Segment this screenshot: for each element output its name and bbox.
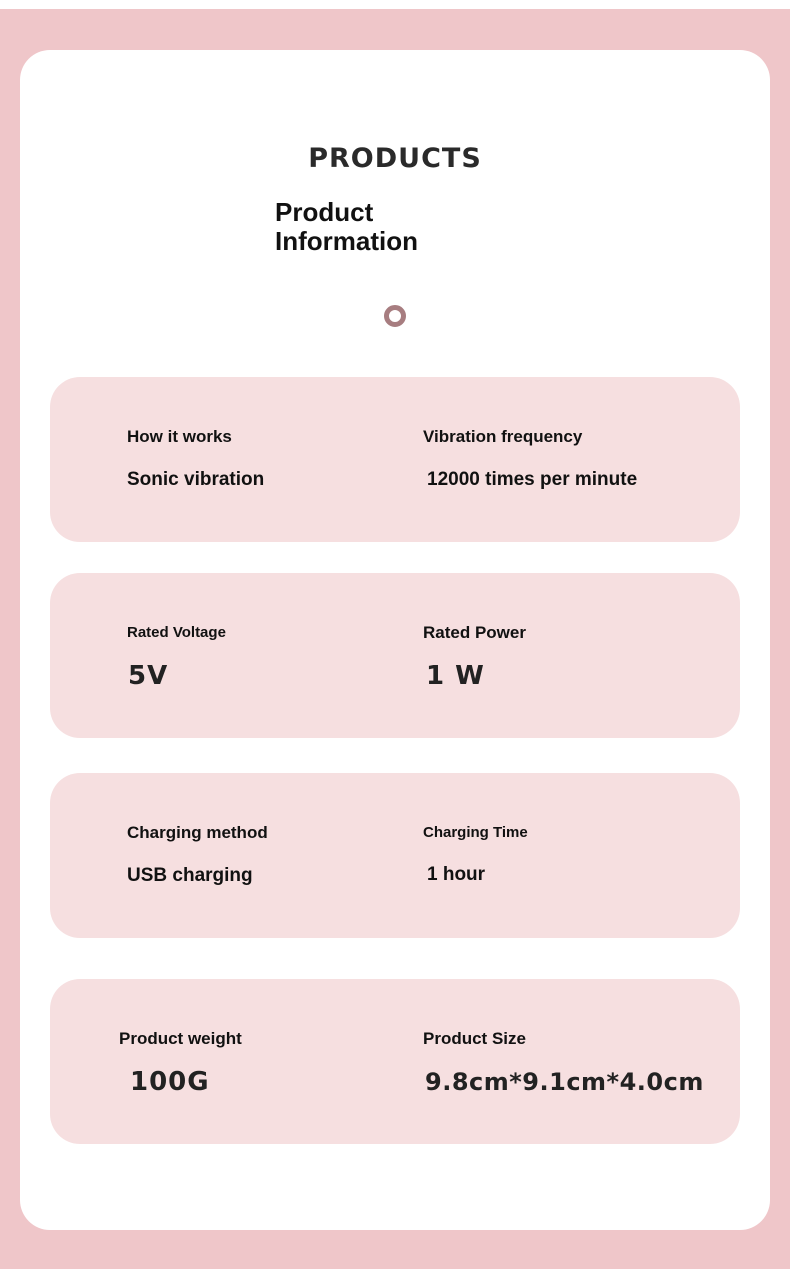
spec-value: 12000 times per minute	[427, 469, 638, 490]
spec-panel-charging	[50, 773, 740, 938]
spec-product-weight	[119, 1029, 242, 1049]
spec-value: 1 hour	[427, 864, 486, 885]
page-subtitle	[275, 198, 515, 256]
spec-product-size-value-wrap	[425, 1068, 704, 1096]
spec-panel-electrical	[50, 573, 740, 738]
spec-label: Product Size	[423, 1029, 526, 1048]
spec-value: 1 W	[426, 661, 485, 691]
spec-product-size	[423, 1029, 526, 1049]
spec-label: Rated Power	[423, 623, 526, 642]
spec-label: How it works	[127, 427, 232, 446]
spec-vibration-frequency-value-wrap	[427, 469, 637, 491]
spec-value: 5V	[128, 661, 169, 691]
spec-label: Vibration frequency	[423, 427, 583, 446]
spec-label: Rated Voltage	[127, 624, 226, 641]
spec-rated-power-value-wrap	[426, 661, 485, 691]
spec-charging-time-value-wrap	[427, 864, 485, 886]
spec-charging-time	[423, 824, 528, 841]
spec-value: 100G	[130, 1067, 210, 1097]
subtitle-line-1: Product	[275, 197, 374, 227]
page-title: PRODUCTS	[308, 143, 482, 174]
spec-rated-voltage-value-wrap	[128, 661, 168, 691]
spec-label: Product weight	[119, 1029, 242, 1048]
spec-value: Sonic vibration	[127, 469, 265, 490]
spec-how-it-works	[127, 427, 232, 447]
spec-how-it-works-value-wrap	[127, 469, 264, 491]
ring-icon	[384, 305, 406, 327]
spec-vibration-frequency	[423, 427, 582, 447]
spec-label: Charging Time	[423, 824, 528, 841]
spec-label: Charging method	[127, 823, 268, 842]
spec-charging-method-value-wrap	[127, 865, 253, 887]
spec-rated-power	[423, 623, 526, 643]
spec-product-weight-value-wrap	[130, 1067, 210, 1097]
spec-panel-operation	[50, 377, 740, 542]
spec-charging-method	[127, 823, 268, 843]
spec-value: USB charging	[127, 865, 253, 886]
spec-rated-voltage	[127, 624, 226, 641]
spec-panel-physical	[50, 979, 740, 1144]
spec-value: 9.8cm*9.1cm*4.0cm	[425, 1068, 704, 1096]
subtitle-line-2: Information	[275, 226, 418, 256]
